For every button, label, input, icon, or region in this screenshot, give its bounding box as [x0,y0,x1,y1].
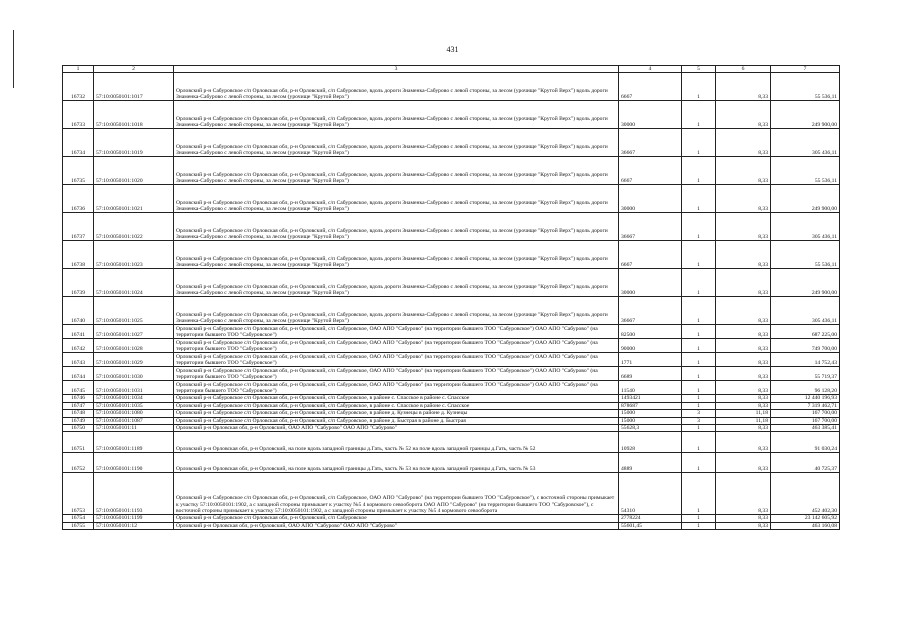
quantity-cell: 1 [682,425,716,432]
rate-cell: 8,33 [716,73,771,101]
rate-cell: 8,33 [716,325,771,339]
column-header: 7 [771,66,840,73]
quantity-cell: 3 [682,410,716,417]
table-row [63,269,840,297]
value-cell: 167 700,00 [771,417,840,424]
quantity-cell: 1 [682,73,716,101]
cadastral-number-cell: 57:10:0050101:1022 [94,213,174,241]
area-cell: 55601,45 [619,522,682,529]
row-number-cell: 16746 [63,395,94,402]
rate-cell: 8,33 [716,367,771,381]
value-cell: 305 436,11 [771,297,840,325]
cadastral-number-cell: 57:10:0050101:1087 [94,417,174,424]
value-cell: 687 225,00 [771,325,840,339]
value-cell: 55 719,37 [771,367,840,381]
cadastral-number-cell: 57:10:0050101:1034 [94,395,174,402]
quantity-cell: 1 [682,432,716,453]
rate-cell: 8,33 [716,353,771,367]
table-row [63,367,840,381]
address-description-cell: Орловский р-н Сабуровское с/п Орловская обл, р-н Орловский, с/п Сабуровское, ОАО АПО "Сабурово" (на территории бывшего ТОО "Сабуровское") ОАО АПО "Сабурово" (на территории бывшего ТОО "Сабуровское") [174,353,619,367]
value-cell: 749 700,00 [771,339,840,353]
address-description-cell: Орловский р-н Орловская обл, р-н Орловский, на поле вдоль западной границы д.Гать, часть № 53 на поле вдоль западной границы д.Гать, часть № 53 [174,453,619,473]
value-cell: 23 142 605,92 [771,515,840,522]
address-description-cell: Орловский р-н Сабуровское с/п Орловская обл, р-н Орловский, с/п Сабуровское, вдоль дороги Знаменка-Сабурово с левой стороны, за лесом (урочище "Крутой Верх") вдоль дороги Знаменка-Сабурово с левой стороны, за лесом (урочище "Крутой Верх") [174,185,619,213]
cadastral-number-cell: 57:10:0050101:1017 [94,73,174,101]
area-cell: 2778224 [619,515,682,522]
value-cell: 55 536,11 [771,241,840,269]
table-row [63,353,840,367]
row-number-cell: 16732 [63,73,94,101]
cadastral-number-cell: 57:10:0050101:1021 [94,185,174,213]
table-row [63,402,840,409]
area-cell: 6689 [619,367,682,381]
address-description-cell: Орловский р-н Орловская обл, р-н Орловский, ОАО АПО "Сабурово" ОАО АПО "Сабурово" [174,522,619,529]
area-cell: 36667 [619,297,682,325]
address-description-cell: Орловский р-н Сабуровское с/п Орловская обл, р-н Орловский, с/п Сабуровское, ОАО АПО "Сабурово" (на территории бывшего ТОО "Сабуровское"), с восточной стороны примыкает к участку 57:10:0050101:1902, а с западной стороны примыкает к участку №5 4 кормового севооборота ОАО АПО "Сабурово" (на территории бывшего ТОО "Сабуровское"), с восточной стороны примыкает к участку 57:10:0050101:1902, а с западной стороны примыкает к участку №5 4 кормового севооборота [174,473,619,515]
quantity-cell: 1 [682,353,716,367]
rate-cell: 11,18 [716,417,771,424]
column-header: 4 [619,66,682,73]
table-row [63,417,840,424]
area-cell: 1493421 [619,395,682,402]
quantity-cell: 1 [682,453,716,473]
table-row [63,522,840,529]
cadastral-number-cell: 57:10:0050101:1189 [94,432,174,453]
table-row [63,325,840,339]
address-description-cell: Орловский р-н Сабуровское с/п Орловская обл, р-н Орловский, с/п Сабуровское, в районе с. Спасское в районе с. Спасское [174,402,619,409]
row-number-cell: 16736 [63,185,94,213]
row-number-cell: 16742 [63,339,94,353]
column-header: 6 [716,66,771,73]
address-description-cell: Орловский р-н Сабуровское с/п Орловская обл, р-н Орловский, с/п Сабуровское, ОАО АПО "Сабурово" (на территории бывшего ТОО "Сабуровское") ОАО АПО "Сабурово" (на территории бывшего ТОО "Сабуровское") [174,367,619,381]
table-row [63,241,840,269]
row-number-cell: 16739 [63,269,94,297]
value-cell: 463 160,08 [771,522,840,529]
address-description-cell: Орловский р-н Сабуровское с/п Орловская обл, р-н Орловский, с/п Сабуровское, вдоль дороги Знаменка-Сабурово с левой стороны, за лесом (урочище "Крутой Верх") вдоль дороги Знаменка-Сабурово с левой стороны, за лесом (урочище "Крутой Верх") [174,101,619,129]
page-number: 431 [446,45,459,54]
cadastral-number-cell: 57:10:0050101:1027 [94,325,174,339]
quantity-cell: 1 [682,157,716,185]
table-row [63,297,840,325]
row-number-cell: 16741 [63,325,94,339]
row-number-cell: 16750 [63,425,94,432]
rate-cell: 8,33 [716,381,771,395]
column-header: 2 [94,66,174,73]
table-row [63,101,840,129]
column-header: 5 [682,66,716,73]
quantity-cell: 1 [682,129,716,157]
rate-cell: 8,33 [716,213,771,241]
quantity-cell: 1 [682,473,716,515]
cadastral-number-cell: 57:10:0050101:11 [94,425,174,432]
cadastral-number-cell: 57:10:0050101:1018 [94,101,174,129]
address-description-cell: Орловский р-н Сабуровское с/п Орловская обл, р-н Орловский, с/п Сабуровское, вдоль дороги Знаменка-Сабурово с левой стороны, за лесом (урочище "Крутой Верх") вдоль дороги Знаменка-Сабурово с левой стороны, за лесом (урочище "Крутой Верх") [174,129,619,157]
row-number-cell: 16752 [63,453,94,473]
value-cell: 463 385,41 [771,425,840,432]
rate-cell: 8,33 [716,395,771,402]
row-number-cell: 16734 [63,129,94,157]
row-number-cell: 16754 [63,515,94,522]
address-description-cell: Орловский р-н Сабуровское с/п Орловская обл, р-н Орловский, с/п Сабуровское, вдоль дороги Знаменка-Сабурово с левой стороны, за лесом (урочище "Крутой Верх") вдоль дороги Знаменка-Сабурово с левой стороны, за лесом (урочище "Крутой Верх") [174,73,619,101]
table-row [63,185,840,213]
rate-cell: 11,18 [716,410,771,417]
quantity-cell: 1 [682,213,716,241]
address-description-cell: Орловский р-н Сабуровское с/п Орловская обл, р-н Орловский, с/п Сабуровское, вдоль дороги Знаменка-Сабурово с левой стороны, за лесом (урочище "Крутой Верх") вдоль дороги Знаменка-Сабурово с левой стороны, за лесом (урочище "Крутой Верх") [174,213,619,241]
address-description-cell: Орловский р-н Сабуровское с/п Орловская обл, р-н Орловский, с/п Сабуровское, ОАО АПО "Сабурово" (на территории бывшего ТОО "Сабуровское") ОАО АПО "Сабурово" (на территории бывшего ТОО "Сабуровское") [174,339,619,353]
cadastral-number-cell: 57:10:0050101:12 [94,522,174,529]
value-cell: 14 752,43 [771,353,840,367]
rate-cell: 8,33 [716,269,771,297]
quantity-cell: 1 [682,339,716,353]
area-cell: 11540 [619,381,682,395]
quantity-cell: 1 [682,367,716,381]
cadastral-number-cell: 57:10:0050101:1024 [94,269,174,297]
cadastral-number-cell: 57:10:0050101:1025 [94,297,174,325]
row-number-cell: 16755 [63,522,94,529]
value-cell: 7 319 462,71 [771,402,840,409]
value-cell: 249 900,00 [771,101,840,129]
row-number-cell: 16740 [63,297,94,325]
quantity-cell: 1 [682,185,716,213]
quantity-cell: 1 [682,325,716,339]
address-description-cell: Орловский р-н Орловская обл, р-н Орловский, на поле вдоль западной границы д.Гать, часть № 52 на поле вдоль западной границы д.Гать, часть № 52 [174,432,619,453]
row-number-cell: 16753 [63,473,94,515]
area-cell: 55628,3 [619,425,682,432]
value-cell: 40 725,37 [771,453,840,473]
table-row [63,432,840,453]
table-row [63,157,840,185]
address-description-cell: Орловский р-н Орловская обл, р-н Орловский, ОАО АПО "Сабурово" ОАО АПО "Сабурово" [174,425,619,432]
table-row [63,73,840,101]
row-number-cell: 16751 [63,432,94,453]
value-cell: 249 900,00 [771,185,840,213]
row-number-cell: 16737 [63,213,94,241]
cadastral-number-cell: 57:10:0050101:1030 [94,367,174,381]
table-row [63,129,840,157]
cadastral-number-cell: 57:10:0050101:1031 [94,381,174,395]
table-row [63,213,840,241]
area-cell: 6667 [619,73,682,101]
land-registry-table [62,65,840,530]
rate-cell: 8,33 [716,101,771,129]
quantity-cell: 1 [682,269,716,297]
area-cell: 36667 [619,213,682,241]
value-cell: 91 030,24 [771,432,840,453]
address-description-cell: Орловский р-н Сабуровское с/п Орловская обл, р-н Орловский, с/п Сабуровское, вдоль дороги Знаменка-Сабурово с левой стороны, за лесом (урочище "Крутой Верх") вдоль дороги Знаменка-Сабурово с левой стороны, за лесом (урочище "Крутой Верх") [174,269,619,297]
rate-cell: 8,33 [716,402,771,409]
address-description-cell: Орловский р-н Сабуровское с/п Орловская обл, р-н Орловский, с/п Сабуровское, вдоль дороги Знаменка-Сабурово с левой стороны, за лесом (урочище "Крутой Верх") вдоль дороги Знаменка-Сабурово с левой стороны, за лесом (урочище "Крутой Верх") [174,241,619,269]
row-number-cell: 16747 [63,402,94,409]
address-description-cell: Орловский р-н Сабуровское с/п Орловская обл, р-н Орловский, с/п Сабуровское, вдоль дороги Знаменка-Сабурово с левой стороны, за лесом (урочище "Крутой Верх") вдоль дороги Знаменка-Сабурово с левой стороны, за лесом (урочище "Крутой Верх") [174,157,619,185]
quantity-cell: 1 [682,101,716,129]
quantity-cell: 1 [682,297,716,325]
table-row [63,395,840,402]
cadastral-number-cell: 57:10:0050101:1023 [94,241,174,269]
rate-cell: 8,33 [716,432,771,453]
address-description-cell: Орловский р-н Сабуровское с/п Орловская обл, р-н Орловский, с/п Сабуровское, вдоль дороги Знаменка-Сабурово с левой стороны, за лесом (урочище "Крутой Верх") вдоль дороги Знаменка-Сабурово с левой стороны, за лесом (урочище "Крутой Верх") [174,297,619,325]
rate-cell: 8,33 [716,185,771,213]
value-cell: 305 436,11 [771,213,840,241]
cadastral-number-cell: 57:10:0050101:1080 [94,410,174,417]
row-number-cell: 16744 [63,367,94,381]
rate-cell: 8,33 [716,522,771,529]
quantity-cell: 1 [682,402,716,409]
area-cell: 82500 [619,325,682,339]
area-cell: 6667 [619,241,682,269]
cadastral-number-cell: 57:10:0050101:1020 [94,157,174,185]
row-number-cell: 16733 [63,101,94,129]
rate-cell: 8,33 [716,473,771,515]
cadastral-number-cell: 57:10:0050101:1029 [94,353,174,367]
area-cell: 878687 [619,402,682,409]
address-description-cell: Орловский р-н Сабуровское с/п Орловская обл, р-н Орловский, с/п Сабуровское, в районе д. Кузнецы в районе д. Кузнецы [174,410,619,417]
quantity-cell: 1 [682,395,716,402]
table-row [63,473,840,515]
area-cell: 6667 [619,157,682,185]
area-cell: 10928 [619,432,682,453]
quantity-cell: 3 [682,417,716,424]
cadastral-number-cell: 57:10:0050101:1193 [94,473,174,515]
row-number-cell: 16735 [63,157,94,185]
row-number-cell: 16748 [63,410,94,417]
row-number-cell: 16745 [63,381,94,395]
value-cell: 55 536,11 [771,73,840,101]
area-cell: 30000 [619,269,682,297]
rate-cell: 8,33 [716,241,771,269]
cadastral-number-cell: 57:10:0050101:1035 [94,402,174,409]
rate-cell: 8,33 [716,425,771,432]
value-cell: 452 402,30 [771,473,840,515]
quantity-cell: 1 [682,515,716,522]
area-cell: 4889 [619,453,682,473]
rate-cell: 8,33 [716,297,771,325]
table-row [63,410,840,417]
table-header-row [63,66,840,73]
quantity-cell: 1 [682,241,716,269]
rate-cell: 8,33 [716,157,771,185]
area-cell: 1771 [619,353,682,367]
area-cell: 54310 [619,473,682,515]
cadastral-number-cell: 57:10:0050101:1199 [94,515,174,522]
area-cell: 30000 [619,101,682,129]
address-description-cell: Орловский р-н Сабуровское с/п Орловская обл, р-н Орловский, с/п Сабуровское, ОАО АПО "Сабурово" (на территории бывшего ТОО "Сабуровское") ОАО АПО "Сабурово" (на территории бывшего ТОО "Сабуровское") [174,325,619,339]
column-header: 3 [174,66,619,73]
rate-cell: 8,33 [716,339,771,353]
value-cell: 96 128,20 [771,381,840,395]
binder-margin-line [13,30,14,88]
area-cell: 36667 [619,129,682,157]
table-row [63,381,840,395]
cadastral-number-cell: 57:10:0050101:1190 [94,453,174,473]
value-cell: 167 700,00 [771,410,840,417]
row-number-cell: 16743 [63,353,94,367]
address-description-cell: Орловский р-н Сабуровское с/п Орловская обл, р-н Орловский, с/п Сабуровское [174,515,619,522]
area-cell: 90000 [619,339,682,353]
cadastral-number-cell: 57:10:0050101:1028 [94,339,174,353]
row-number-cell: 16738 [63,241,94,269]
row-number-cell: 16749 [63,417,94,424]
table-row [63,515,840,522]
quantity-cell: 1 [682,522,716,529]
area-cell: 30000 [619,185,682,213]
value-cell: 249 900,00 [771,269,840,297]
table-row [63,339,840,353]
rate-cell: 8,33 [716,453,771,473]
cadastral-number-cell: 57:10:0050101:1019 [94,129,174,157]
quantity-cell: 1 [682,381,716,395]
address-description-cell: Орловский р-н Сабуровское с/п Орловская обл, р-н Орловский, с/п Сабуровское, в районе с. Спасское в районе с. Спасское [174,395,619,402]
address-description-cell: Орловский р-н Сабуровское с/п Орловская обл, р-н Орловский, с/п Сабуровское, в районе д. Быстрая в районе д. Быстрая [174,417,619,424]
table-row [63,425,840,432]
area-cell: 15000 [619,417,682,424]
column-header: 1 [63,66,94,73]
rate-cell: 8,33 [716,515,771,522]
value-cell: 55 536,11 [771,157,840,185]
value-cell: 305 436,11 [771,129,840,157]
address-description-cell: Орловский р-н Сабуровское с/п Орловская обл, р-н Орловский, с/п Сабуровское, ОАО АПО "Сабурово" (на территории бывшего ТОО "Сабуровское") ОАО АПО "Сабурово" (на территории бывшего ТОО "Сабуровское") [174,381,619,395]
area-cell: 15000 [619,410,682,417]
rate-cell: 8,33 [716,129,771,157]
value-cell: 12 440 196,93 [771,395,840,402]
table-row [63,453,840,473]
